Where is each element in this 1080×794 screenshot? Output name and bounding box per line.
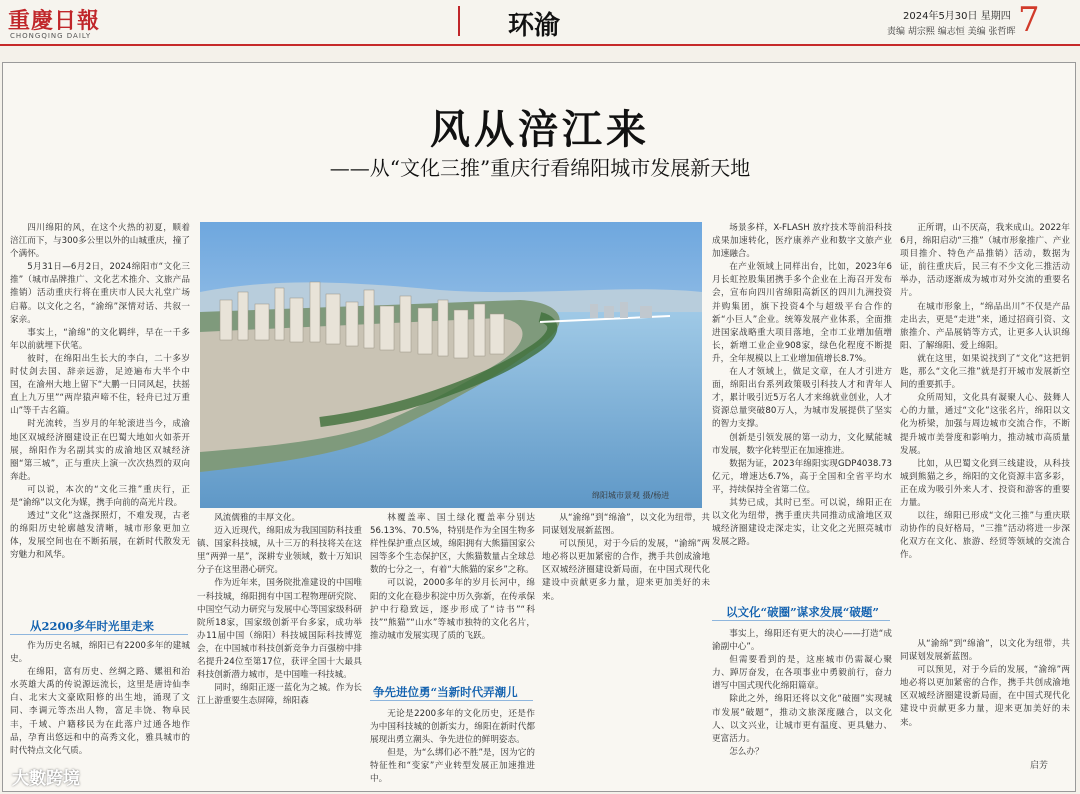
paragraph: 同时，绵阳正逐一蓝化为之城。作为长江上游重要生态屏障，绵阳森 — [197, 683, 362, 707]
column-6-text — [900, 222, 1070, 562]
paragraph: 以往，绵阳已形成“文化三推”与重庆联动协作的良好格局，“三推”活动将进一步深化双方在文化、旅游、经贸等领域的交流合作。 — [900, 511, 1070, 561]
page-number: 7 — [1018, 0, 1040, 40]
paragraph: 从“渝绵”到“绵渝”，以文化为纽带，共同谋划发展新蓝图。 — [542, 513, 710, 537]
paragraph: 透过“文化”这盏探照灯，不难发现，古老的绵阳历史轮廓越发清晰，城市形象更加立体，发展空间也在不断拓展，在新时代散发无穷魅力和风华。 — [10, 511, 190, 561]
section-heading-2-rule — [370, 700, 533, 701]
section-heading-3-rule — [712, 620, 890, 621]
article-column-4-lower — [542, 512, 710, 782]
article-column-6b — [900, 638, 1070, 754]
article-column-5 — [712, 222, 892, 602]
paragraph: 其势已成，其时已至。可以说，绵阳正在以文化为纽带，携手重庆共同推动成渝地区双城经济圈建设走深走实，让文化之光照亮城市发展之路。 — [712, 497, 892, 548]
article-column-2 — [197, 512, 362, 782]
paragraph: 在产业领域上同样出台，比如，2023年6月长虹控股集团携手多个企业在上海召开发布会，宣布向四川省绵阳高新区的四川九洲投资并购集团，旗下投资4个与超级平台合作的新“小巨人”企业。统筹发展产业体系，全面推进国家战略重大项目落地，全市工业增加值增长，新增工业企业908家，绿色化程度不断提升，全年规模以上工业增加值增长8.7%。 — [712, 262, 892, 364]
headline: 风从涪江来 — [430, 106, 650, 153]
photo-caption: 绵阳城市景观 摄/杨进 — [592, 491, 670, 500]
article-column-1 — [10, 222, 190, 606]
subheadline: ——从“文化三推”重庆行看绵阳城市发展新天地 — [329, 156, 751, 180]
paragraph: 四川绵阳的风，在这个火热的初夏，顺着涪江而下，与300多公里以外的山城重庆，撞了个满怀。 — [10, 223, 190, 260]
paragraph: 可以说，本次的“文化三推”重庆行，正是“渝绵”以文化为媒，携手向前的高光片段。 — [10, 484, 190, 508]
watermark-text: 大數跨境 — [12, 769, 80, 789]
paragraph: 正所谓，山不厌高，我来成山。2022年6月，绵阳启动“三推”（城市形象推广、产业项目推介、特色产品推销）活动，数据为证，前往重庆后，民三有不少文化三推活动举办，活动逐渐成为城市对外交流的重要名片。 — [900, 223, 1070, 299]
section-heading-2: 争先进位勇“当新时代弄潮儿 — [373, 685, 518, 699]
column-1-text — [10, 222, 190, 562]
column-6b-text — [900, 638, 1070, 730]
city-photo — [200, 222, 702, 508]
section-heading-1: 从2200多年时光里走来 — [30, 619, 155, 633]
column-3b-text — [370, 708, 535, 787]
paragraph: 作为近年来，国务院批准建设的中国唯一科技城，绵阳拥有中国工程物理研究院、中国空气动力研究与发展中心等国家级科研院所18家，国家级创新平台多家，成功举办11届中国（绵阳）科技城国际科技博览会，在中国城市科技创新竞争力百强榜中排名提升24位至第17位，获评全国十大最具科技创新潜力城市，是中国唯一科技城。 — [197, 578, 362, 681]
paragraph: 事实上，绵阳还有更大的决心——打造“成渝副中心”。 — [712, 629, 892, 653]
paragraph: 可以预见，对于今后的发展，“渝绵”两地必将以更加紧密的合作，携手共创成渝地区双城经济圈建设新局面，在中国式现代化建设中贡献更多力量，迎来更加美好的未来。 — [542, 539, 710, 602]
column-3-text — [370, 512, 535, 643]
paragraph: 数据为证，2023年绵阳实现GDP4038.73亿元，增速达6.7%，高于全国和全省平均水平，持续保持全省第二位。 — [712, 458, 892, 495]
paragraph: 在城市形象上，“绵品出川”不仅是产品走出去，更是“走进”来，通过招商引资、文旅推介、产品展销等方式，让更多人认识绵阳、了解绵阳、爱上绵阳。 — [900, 301, 1070, 351]
paragraph: 比如，从巴蜀文化到三线建设，从科技城到熊猫之乡，绵阳的文化资源丰富多彩，正在成为吸引外来人才、投资和游客的重要力量。 — [900, 458, 1070, 508]
column-1b-text — [10, 640, 190, 758]
section-heading-3: 以文化“破圈”谋求发展“破题” — [726, 605, 879, 619]
author-name: 启芳 — [1030, 761, 1049, 771]
paragraph: 场景多样，X-FLASH 放疗技术等前沿科技成果加速转化，医疗康养产业和数字文旅产业加速融合。 — [712, 223, 892, 260]
paragraph: 可以说，2000多年的岁月长河中，绵阳的文化在稳步积淀中历久弥新，在传承保护中行稳致远，逐步形成了“诗书”“科技”“熊猫”“山水”等城市独特的文化名片，推动城市发展实现了质的飞跃。 — [370, 578, 535, 641]
paragraph: 创新是引领发展的第一动力，文化赋能城市发展，数字化转型正在加速推进。 — [712, 432, 892, 456]
column-5-text — [712, 222, 892, 549]
paragraph: 怎么办？ — [729, 746, 764, 757]
paragraph: 迈入近现代，绵阳成为我国国防科技重镇、国家科技城，从十三万的科技将关在这里“两弹一星”，深耕专业领域，数十万知识分子在这里潜心研究。 — [197, 526, 362, 576]
section-name: 环渝 — [508, 11, 561, 41]
paragraph: 但是，为“么绑们必不胜”是，因为它的特征性和“变家”产业转型发展正加速推进中。 — [370, 748, 535, 785]
article-column-6 — [900, 222, 1070, 632]
paragraph: 从“渝绵”到“绵渝”，以文化为纽带，共同谋划发展新蓝图。 — [900, 639, 1070, 663]
paragraph: 彼时，在绵阳出生长大的李白，二十多岁时仗剑去国、辞亲远游，足迹遍布大半个中国，在渝州大地上留下“大鹏一日同风起，扶摇直上九万里”“两岸猿声啼不住，轻舟已过万重山”等千古名篇。 — [10, 353, 190, 417]
column-4-lower-text — [542, 512, 710, 604]
section-heading-1-rule — [10, 634, 188, 635]
city-skyline-illustration — [200, 222, 702, 508]
article-column-5b — [712, 628, 892, 788]
editor-credits: 责编 胡宗熙 编志恒 美编 张哲晖 — [887, 27, 1016, 37]
column-2-text — [197, 512, 362, 708]
newspaper-logo: 重慶日報 — [8, 8, 101, 34]
newspaper-logo-subtitle: CHONGQING DAILY — [10, 32, 92, 40]
article-column-3 — [370, 512, 535, 672]
paragraph: 可以预见，对于今后的发展，“渝绵”两地必将以更加紧密的合作，携手共创成渝地区双城经济圈建设新局面，在中国式现代化建设中贡献更多力量，迎来更加美好的未来。 — [900, 665, 1070, 728]
paragraph: 众所周知，文化具有凝聚人心、鼓舞人心的力量，通过“文化”这张名片，绵阳以文化为桥梁，加强与周边城市交流合作，不断提升城市美誉度和影响力，推动城市高质量发展。 — [900, 393, 1070, 456]
paragraph: 但需要看到的是，这座城市仍需凝心聚力、踔厉奋发，在各项事业中勇毅前行，奋力谱写中国式现代化绵阳篇章。 — [712, 655, 892, 692]
masthead — [0, 0, 1080, 46]
paragraph: 时光流转，当岁月的年轮滚进当今，成渝地区双城经济圈建设正在巴蜀大地如火如荼开展，绵阳作为名副其实的成渝地区双城经济圈“第三城”，正与重庆上演一次次热烈的双向奔赴。 — [10, 419, 190, 482]
column-5b-text — [712, 628, 892, 759]
paragraph: 事实上，“渝绵”的文化羁绊，早在一千多年以前就埋下伏笔。 — [10, 327, 190, 351]
paragraph: 风流儒雅的丰厚文化。 — [214, 513, 301, 523]
paragraph: 除此之外，绵阳还将以文化“破圈”实现城市发展“破题”，推动文旅深度融合，以文化人、以文兴业，让城市更有温度、更具魅力、更富活力。 — [712, 694, 892, 744]
masthead-divider — [458, 6, 460, 36]
paragraph: 5月31日—6月2日，2024绵阳市“文化三推”（城市品牌推广、文化艺术推介、文旅产品推销）活动重庆行将在重庆市人民大礼堂广场启幕。以文化之名，“渝绵”深情对话、共叙一家亲。 — [10, 262, 190, 325]
paragraph: 就在这里，如果说找到了“文化”这把钥匙，那么“文化三推”就是打开城市发展新空间的重要抓手。 — [900, 353, 1070, 391]
paragraph: 在绵阳，富有历史、丝绸之路、嫘祖和治水英雄大禹的传说源远流长，这里是唐诗仙李白、北宋大文豪欧阳修的出生地，涌现了文同、李调元等杰出人物，富足丰饶、物阜民丰，千域、户籍移民为在此落户过通各地作品，孕育出悠远和中的高秀文化，雅具城市的时代特点文化气质。 — [10, 667, 190, 756]
paragraph: 作为历史名城，绵阳已有2200多年的建城史。 — [10, 641, 190, 665]
paragraph: 林覆盖率、国土绿化覆盖率分别达56.13%、70.5%，特别是作为全国生物多样性保护重点区域，绵阳拥有大熊猫国家公园等多个生态保护区，大熊猫数量占全球总数的七分之一，有着“大熊猫的家乡”之称。 — [370, 513, 535, 576]
paragraph: 无论是2200多年的文化历史，还是作为中国科技城的创新实力，绵阳在新时代都展现出勇立潮头、争先进位的鲜明姿态。 — [370, 709, 535, 746]
article-column-3b — [370, 708, 535, 788]
paragraph: 在人才领域上，做足文章，在人才引进方面，绵阳出台系列政策吸引科技人才和青年人才，累计吸引近5万名人才来绵就业创业，人才资源总量突破80万人，为城市发展提供了坚实的智力支撑。 — [712, 367, 892, 430]
issue-date: 2024年5月30日 星期四 — [903, 11, 1011, 22]
